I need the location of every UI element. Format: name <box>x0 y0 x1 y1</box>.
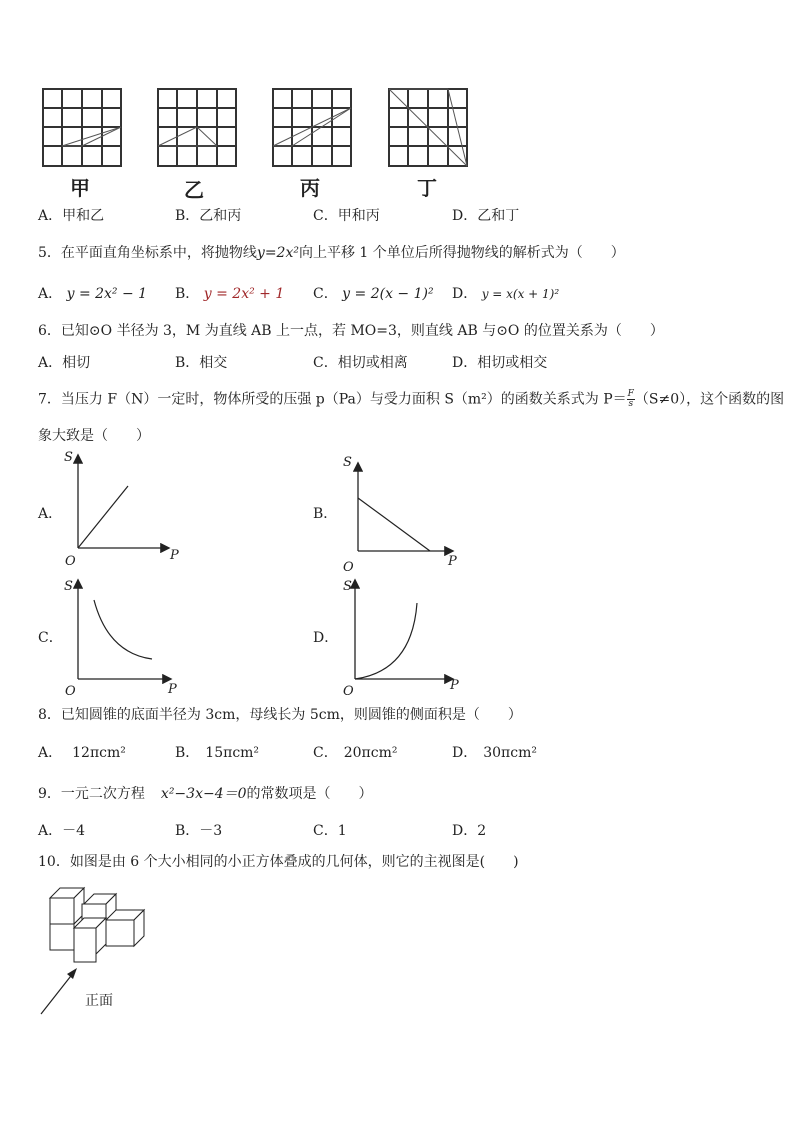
q7-stem-text-a: 7．当压力 F（N）一定时，物体所受的压强 p（Pa）与受力面积 S（m²）的函数关系式为 P＝ <box>38 391 627 408</box>
grid-caption-yi: 乙 <box>184 178 204 202</box>
q9-option-c[interactable]: C．1 <box>313 823 347 839</box>
q7-c-origin: O <box>65 684 76 699</box>
q5-option-c[interactable]: C． y = 2(x − 1)² <box>313 286 434 302</box>
q7-b-origin: O <box>343 560 354 575</box>
q9-equation: x²−3x−4＝0 <box>160 786 247 802</box>
q7-c-axis-s: S <box>64 579 73 594</box>
q8-option-a[interactable]: A． 12πcm² <box>38 745 126 761</box>
q8-option-d[interactable]: D． 30πcm² <box>452 745 537 761</box>
q4-option-c[interactable]: C．甲和丙 <box>313 208 380 224</box>
q6-option-b[interactable]: B．相交 <box>175 355 228 371</box>
q10-stem: 10．如图是由 6 个大小相同的小正方体叠成的几何体，则它的主视图是( ) <box>38 854 519 870</box>
q5-stem-text-a: 5．在平面直角坐标系中，将抛物线 <box>38 245 257 261</box>
q9-stem-text-b: 的常数项是（ ） <box>246 786 373 802</box>
grid-yi <box>157 88 237 168</box>
q9-option-d[interactable]: D．2 <box>452 823 487 839</box>
q7-d-axis-p: P <box>450 678 459 693</box>
q7-stem-text-b: （S≠0），这个函数的图 <box>634 391 785 408</box>
grid-caption-jia: 甲 <box>70 176 90 200</box>
q9-option-a[interactable]: A．－4 <box>38 823 86 839</box>
q5-stem-text-b: 向上平移 1 个单位后所得抛物线的解析式为（ ） <box>298 245 625 261</box>
grid-caption-ding: 丁 <box>417 176 437 200</box>
q7-option-b[interactable]: B． <box>313 506 338 522</box>
grid-ding <box>388 88 468 168</box>
q9-stem-text-a: 9．一元二次方程 <box>38 786 145 802</box>
q5-stem <box>38 244 625 262</box>
q6-stem: 6．已知⊙O 半径为 3，M 为直线 AB 上一点，若 MO=3，则直线 AB 与⊙O 的位置关系为（ ） <box>38 323 664 339</box>
q5-option-b[interactable]: B． y = 2x² + 1 <box>175 286 285 302</box>
q5-stem-formula: y=2x² <box>256 245 299 261</box>
q7-a-axis-p: P <box>170 548 179 563</box>
q4-option-a[interactable]: A．甲和乙 <box>38 208 105 224</box>
q4-option-d[interactable]: D．乙和丁 <box>452 208 520 224</box>
q5-option-a[interactable]: A． y = 2x² − 1 <box>38 286 148 302</box>
q7-stem <box>38 390 784 409</box>
q10-front-label: 正面 <box>85 993 113 1009</box>
grid-bing <box>272 88 352 168</box>
q7-option-d[interactable]: D． <box>313 630 339 646</box>
q4-option-b[interactable]: B．乙和丙 <box>175 208 242 224</box>
grid-jia <box>42 88 122 168</box>
q7-b-axis-p: P <box>448 554 457 569</box>
q9-stem <box>38 785 373 803</box>
q9-option-b[interactable]: B．－3 <box>175 823 223 839</box>
q7-a-axis-s: S <box>64 450 73 465</box>
q7-option-a[interactable]: A． <box>38 506 63 522</box>
q5-option-d[interactable]: D． y = x(x + 1)² <box>452 286 560 302</box>
q7-option-c[interactable]: C． <box>38 630 63 646</box>
q6-option-d[interactable]: D．相切或相交 <box>452 355 548 371</box>
q7-c-axis-p: P <box>168 682 177 697</box>
q8-option-b[interactable]: B． 15πcm² <box>175 745 260 761</box>
grid-caption-bing: 丙 <box>300 176 320 200</box>
q7-a-origin: O <box>65 554 76 569</box>
q6-option-c[interactable]: C．相切或相离 <box>313 355 408 371</box>
q7-fraction: $\frac{F}{s}$ <box>627 389 634 409</box>
q8-option-c[interactable]: C． 20πcm² <box>313 745 398 761</box>
q8-stem: 8．已知圆锥的底面半径为 3cm，母线长为 5cm，则圆锥的侧面积是（ ） <box>38 707 522 723</box>
q7-b-axis-s: S <box>343 455 352 470</box>
q7-d-axis-s: S <box>343 579 352 594</box>
q7-d-origin: O <box>343 684 354 699</box>
q6-option-a[interactable]: A．相切 <box>38 355 91 371</box>
q7-stem-cont: 象大致是（ ） <box>38 428 150 444</box>
